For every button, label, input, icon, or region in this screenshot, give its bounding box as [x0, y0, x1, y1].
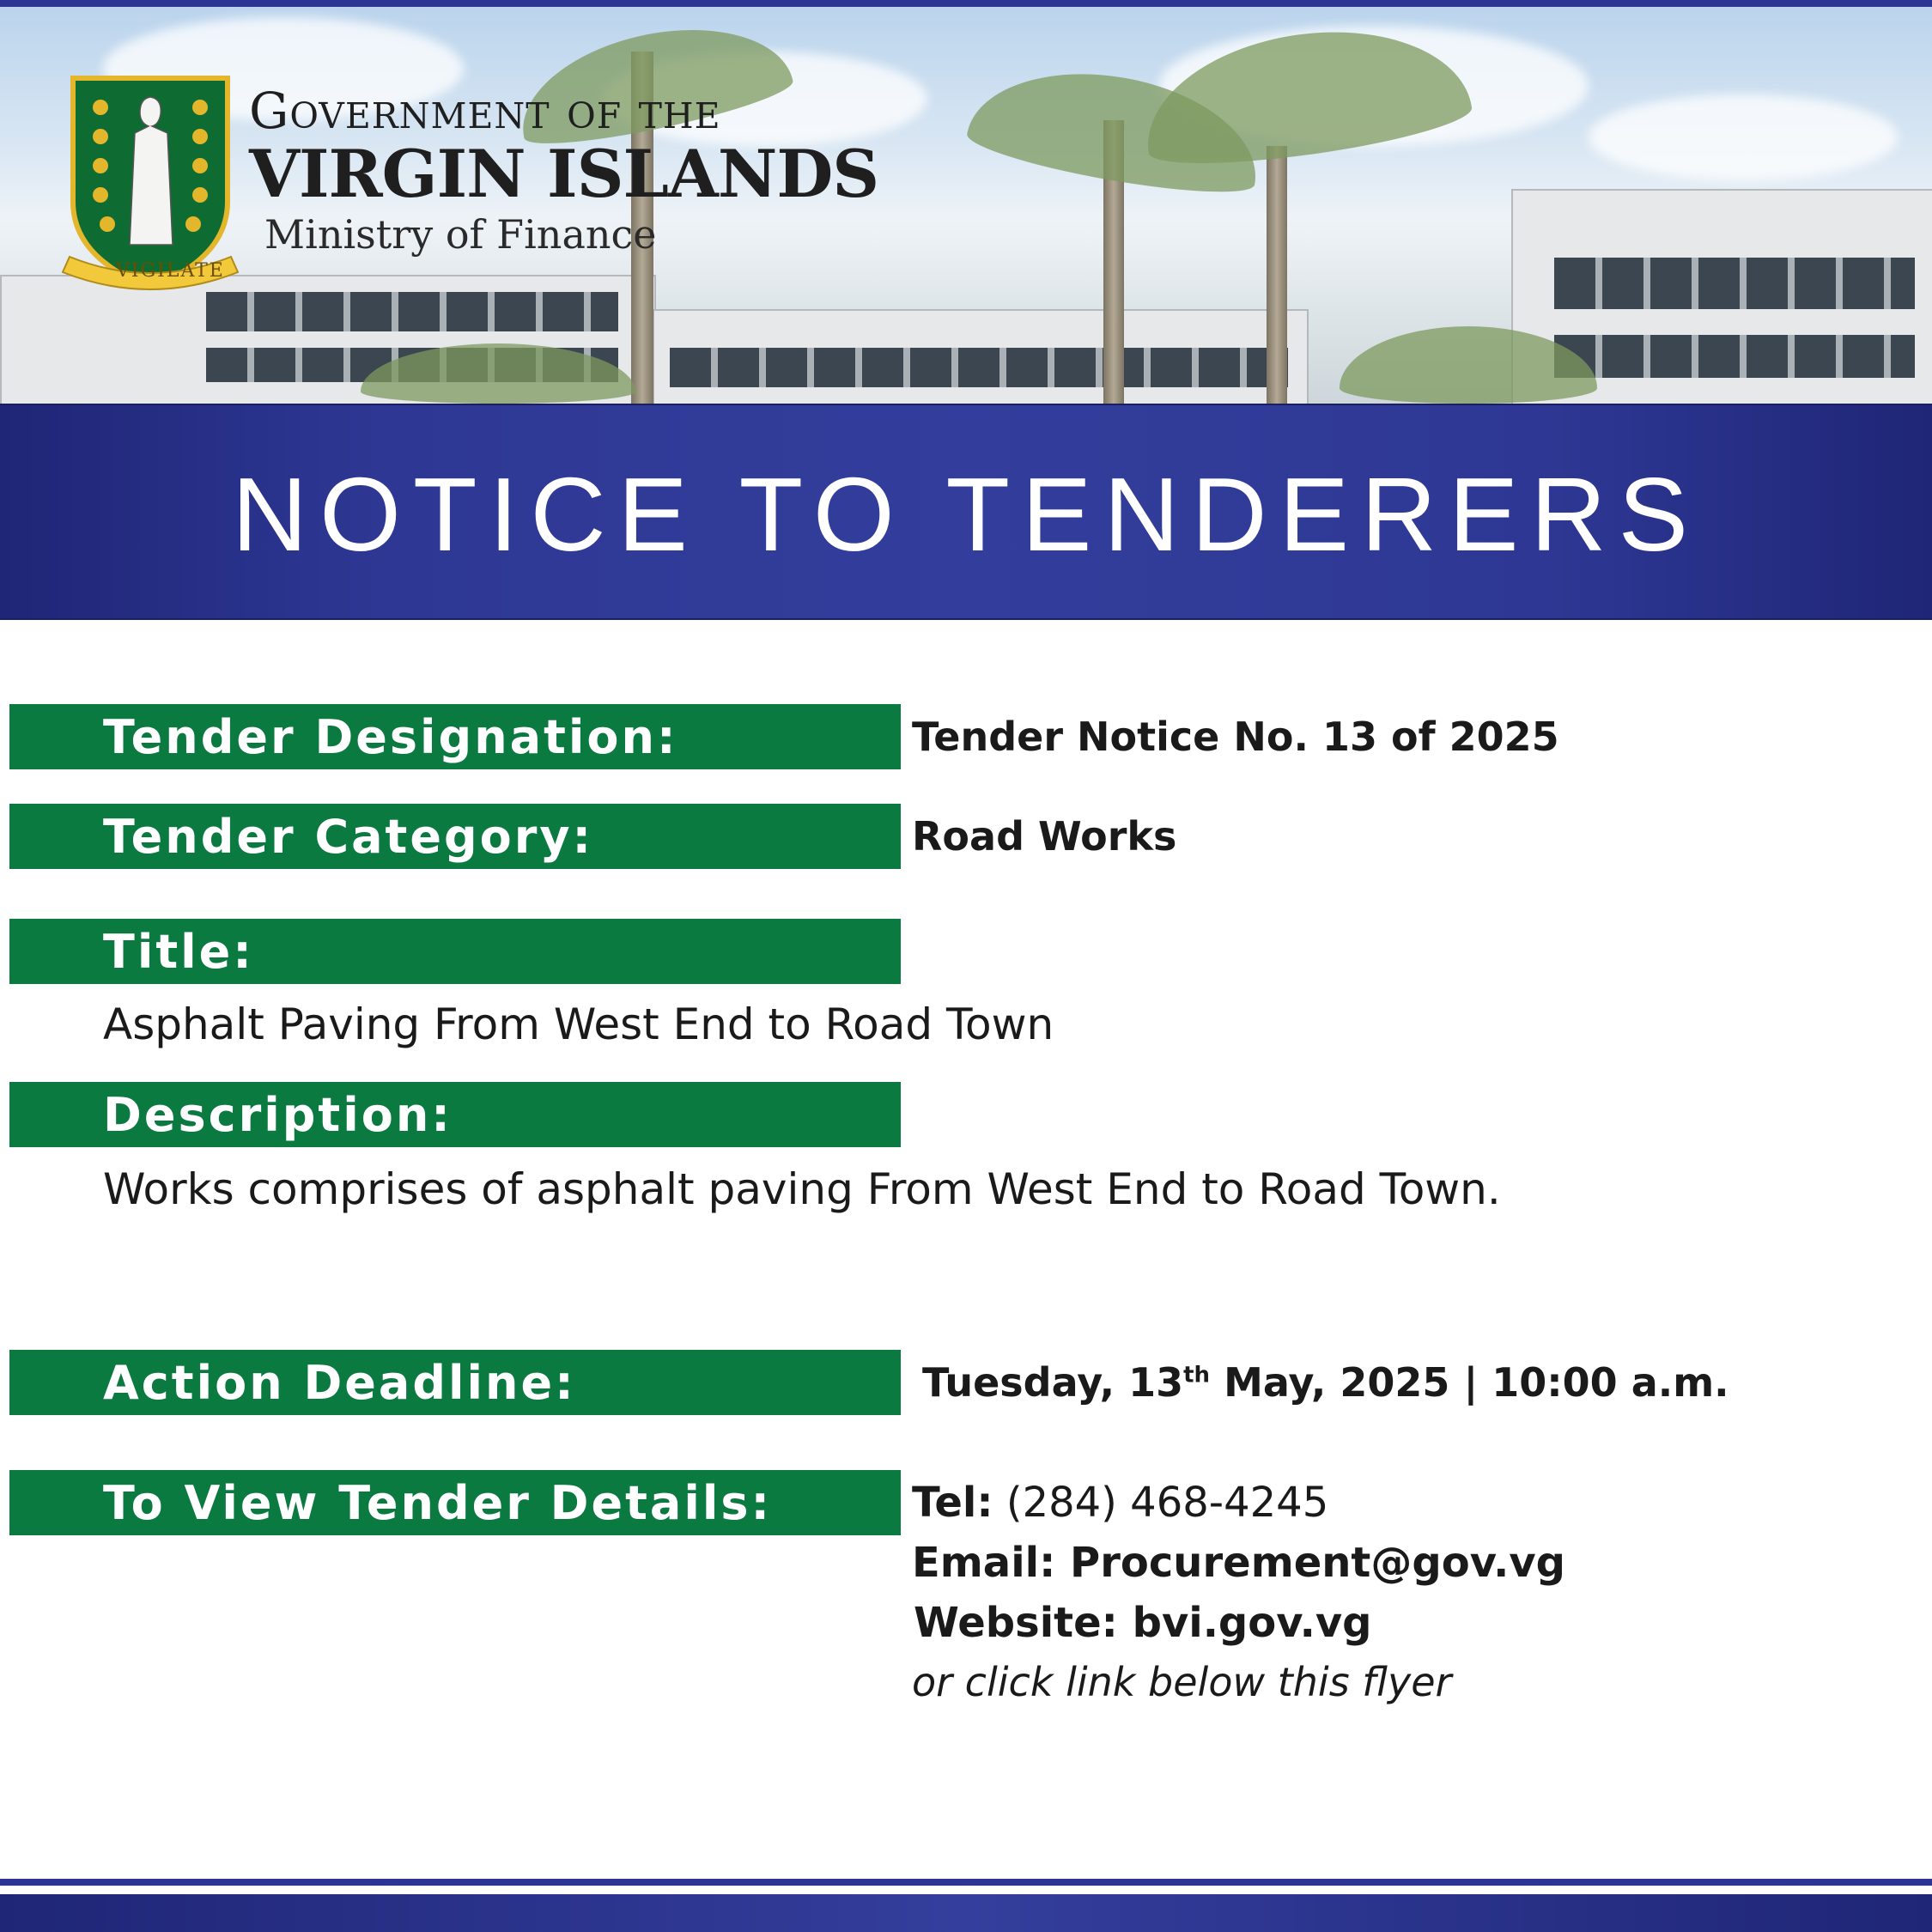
- contact-tel: [912, 1479, 1329, 1527]
- details-label: To View Tender Details:: [103, 1476, 773, 1530]
- category-value: Road Works: [912, 813, 1177, 860]
- description-value: Works comprises of asphalt paving From West End to Road Town.: [103, 1164, 1501, 1214]
- deadline-rest: May, 2025 | 10:00 a.m.: [1210, 1359, 1729, 1406]
- designation-value: Tender Notice No. 13 of 2025: [912, 714, 1559, 760]
- flyer-link-note: or click link below this flyer: [912, 1659, 1452, 1705]
- email-label: Email:: [912, 1539, 1056, 1587]
- category-label: Tender Category:: [103, 810, 594, 864]
- org-name-line2: VIRGIN ISLANDS: [249, 136, 879, 212]
- tel-label: Tel:: [912, 1479, 993, 1527]
- ministry-name: Ministry of Finance: [264, 211, 657, 258]
- building-windows: [1554, 335, 1915, 378]
- building-windows: [1554, 258, 1915, 309]
- website-link[interactable]: bvi.gov.vg: [1117, 1599, 1372, 1647]
- contact-email[interactable]: [912, 1539, 1565, 1587]
- deadline-day: Tuesday, 13: [922, 1359, 1184, 1406]
- website-label: Website:: [914, 1599, 1118, 1647]
- top-accent-line: [0, 0, 1932, 7]
- palm-trunk: [1267, 146, 1287, 404]
- footer-bar: [0, 1894, 1932, 1932]
- tel-value: (284) 468-4245: [993, 1479, 1329, 1527]
- description-label: Description:: [103, 1088, 453, 1142]
- contact-website[interactable]: [914, 1599, 1372, 1647]
- deadline-ordinal: th: [1183, 1362, 1211, 1388]
- building-windows: [670, 348, 1288, 387]
- coat-of-arms-logo: [47, 73, 253, 296]
- motto-text: VIGILATE: [116, 260, 225, 282]
- building-windows: [206, 292, 618, 331]
- org-name-line1: Government of the: [249, 82, 721, 140]
- deadline-value: [922, 1359, 1729, 1406]
- title-value: Asphalt Paving From West End to Road Town: [103, 999, 1054, 1049]
- footer-accent-line: [0, 1879, 1932, 1886]
- designation-label: Tender Designation:: [103, 710, 678, 764]
- title-label: Title:: [103, 925, 254, 979]
- cloud: [1589, 94, 1898, 180]
- page-title: NOTICE TO TENDERERS: [232, 456, 1700, 573]
- email-link[interactable]: Procurement@gov.vg: [1055, 1539, 1565, 1587]
- deadline-label: Action Deadline:: [103, 1356, 576, 1410]
